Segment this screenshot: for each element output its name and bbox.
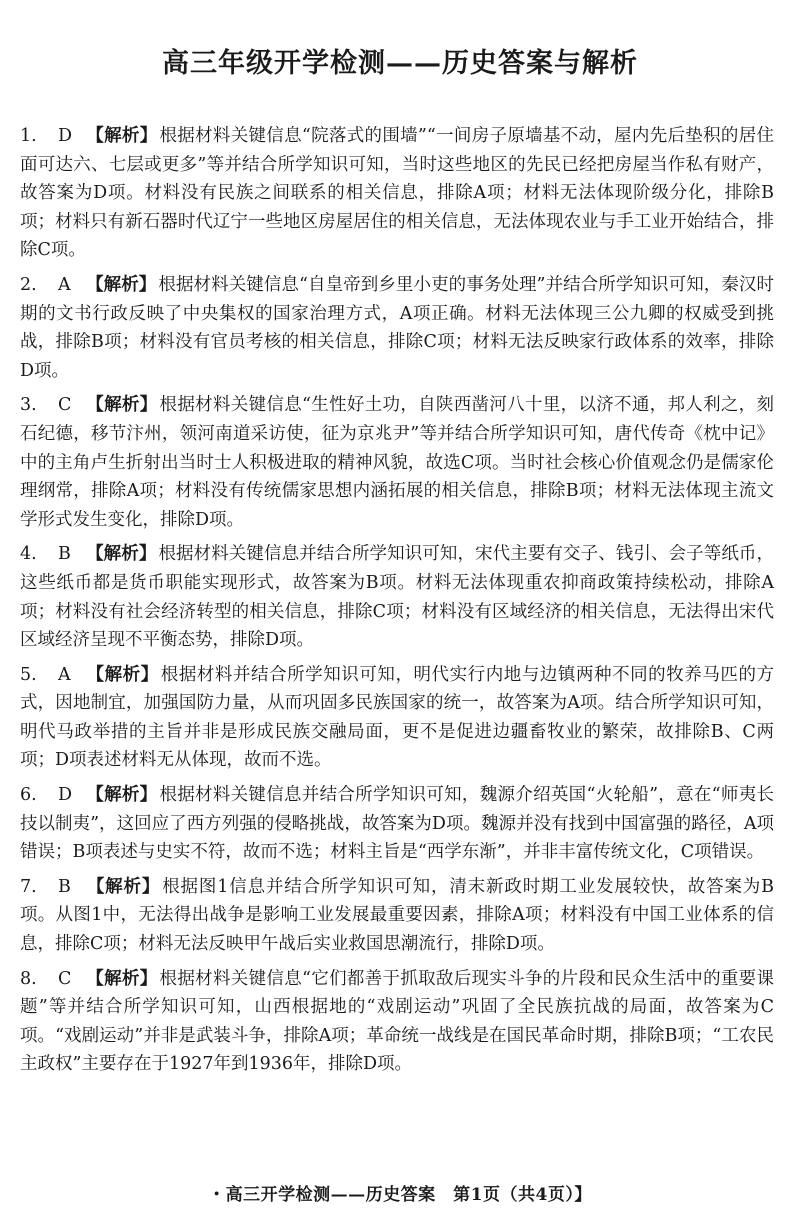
- analysis-tag: 【解析】: [86, 544, 157, 565]
- analysis-text: 根据材料关键信息并结合所学知识可知，魏源介绍英国“火轮船”，意在“师夷长技以制夷”，这回应了西方列强的侵略挑战，故答案为D项。魏源并没有找到中国富强的路径，A项错误；B项表述与史实不符，故而不选；材料主旨是“西学东渐”，并非丰富传统文化，C项错误。: [20, 785, 775, 863]
- answer-item-4: [20, 540, 780, 654]
- answer-choice: C: [58, 968, 72, 989]
- answer-number: 2.: [20, 274, 37, 295]
- analysis-text: 根据材料关键信息“自皇帝到乡里小吏的事务处理”并结合所学知识可知，秦汉时期的文书行政反映了中央集权的国家治理方式，A项正确。材料无法体现三公九卿的权威受到挑战，排除B项；材料没有官员考核的相关信息，排除C项；材料无法反映家行政体系的效率，排除D项。: [20, 274, 775, 381]
- answer-choice: A: [58, 664, 71, 685]
- answer-number: 1.: [20, 126, 37, 146]
- answer-number: 5.: [20, 664, 37, 685]
- answer-item-6: [20, 781, 780, 867]
- analysis-text: 根据材料并结合所学知识可知，明代实行内地与边镇两种不同的牧养马匹的方式，因地制宜，加强国防力量，从而巩固多民族国家的统一，故答案为A项。结合所学知识可知，明代马政举措的主旨并非是形成民族交融局面，更不是促进边疆畜牧业的繁荣，故排除B、C两项；D项表述材料无从体现，故而不选。: [20, 664, 774, 771]
- answer-number: 8.: [20, 968, 37, 989]
- answer-item-1: [20, 122, 780, 265]
- answer-number: 7.: [20, 876, 37, 897]
- answer-choice: A: [58, 274, 71, 295]
- analysis-tag: 【解析】: [86, 968, 158, 989]
- analysis-text: 根据材料关键信息“院落式的围墙”“一间房子原墙基不动，屋内先后垫积的居住面可达六、七层或更多”等并结合所学知识可知，当时这些地区的先民已经把房屋当作私有财产，故答案为D项。材料没有民族之间联系的相关信息，排除A项；材料无法体现阶级分化，排除B项；材料只有新石器时代辽宁一些地区房屋居住的相关信息，无法体现农业与手工业开始结合，排除C项。: [20, 126, 774, 261]
- analysis-tag: 【解析】: [86, 785, 158, 806]
- answer-number: 4.: [20, 544, 37, 565]
- answer-choice: D: [58, 785, 73, 806]
- answer-choice: B: [58, 544, 71, 565]
- answer-item-8: [20, 965, 780, 1079]
- answer-choice: C: [58, 395, 72, 416]
- analysis-tag: 【解析】: [86, 876, 161, 897]
- answer-list: [20, 122, 780, 1079]
- answer-item-5: [20, 661, 780, 775]
- analysis-text: 根据材料关键信息“它们都善于抓取敌后现实斗争的片段和民众生活中的重要课题”等并结合所学知识可知，山西根据地的“戏剧运动”巩固了全民族抗战的局面，故答案为C项。“戏剧运动”并非是武装斗争，排除A项；革命统一战线是在国民革命时期，排除B项；“工农民主政权”主要存在于1927年到1936年，排除D项。: [20, 968, 774, 1075]
- answer-choice: D: [58, 126, 73, 146]
- analysis-text: 根据图1信息并结合所学知识可知，清末新政时期工业发展较快，故答案为B项。从图1中，无法得出战争是影响工业发展最重要因素，排除A项；材料没有中国工业体系的信息，排除C项；材料无法反映甲午战后实业救国思潮流行，排除D项。: [20, 876, 774, 955]
- answer-choice: B: [58, 876, 71, 897]
- analysis-tag: 【解析】: [86, 274, 157, 295]
- answer-item-7: [20, 873, 780, 959]
- analysis-text: 根据材料关键信息“生性好土功，自陕西凿河八十里，以济不通，邦人利之，刻石纪德，移节汴州，领河南道采访使，征为京兆尹”等并结合所学知识可知，唐代传奇《枕中记》中的主角卢生折射出当时士人积极进取的精神风貌，故选C项。当时社会核心价值观念仍是儒家伦理纲常，排除A项；材料没有传统儒家思想内涵拓展的相关信息，排除B项；材料无法体现主流文学形式发生变化，排除D项。: [20, 395, 774, 530]
- answer-number: 6.: [20, 785, 37, 806]
- analysis-text: 根据材料关键信息并结合所学知识可知，宋代主要有交子、钱引、会子等纸币，这些纸币都是货币职能实现形式，故答案为B项。材料无法体现重农抑商政策持续松动，排除A项；材料没有社会经济转型的相关信息，排除C项；材料没有区域经济的相关信息，无法得出宋代区域经济呈现不平衡态势，排除D项。: [20, 544, 775, 651]
- page-footer: ・高三开学检测——历史答案 第1页（共4页）】: [208, 1185, 592, 1205]
- analysis-tag: 【解析】: [86, 395, 158, 416]
- answer-item-2: [20, 271, 780, 385]
- answer-number: 3.: [20, 395, 37, 416]
- analysis-tag: 【解析】: [86, 126, 158, 146]
- page-title: 高三年级开学检测——历史答案与解析: [162, 48, 638, 79]
- answer-item-3: [20, 391, 780, 534]
- analysis-tag: 【解析】: [86, 664, 159, 685]
